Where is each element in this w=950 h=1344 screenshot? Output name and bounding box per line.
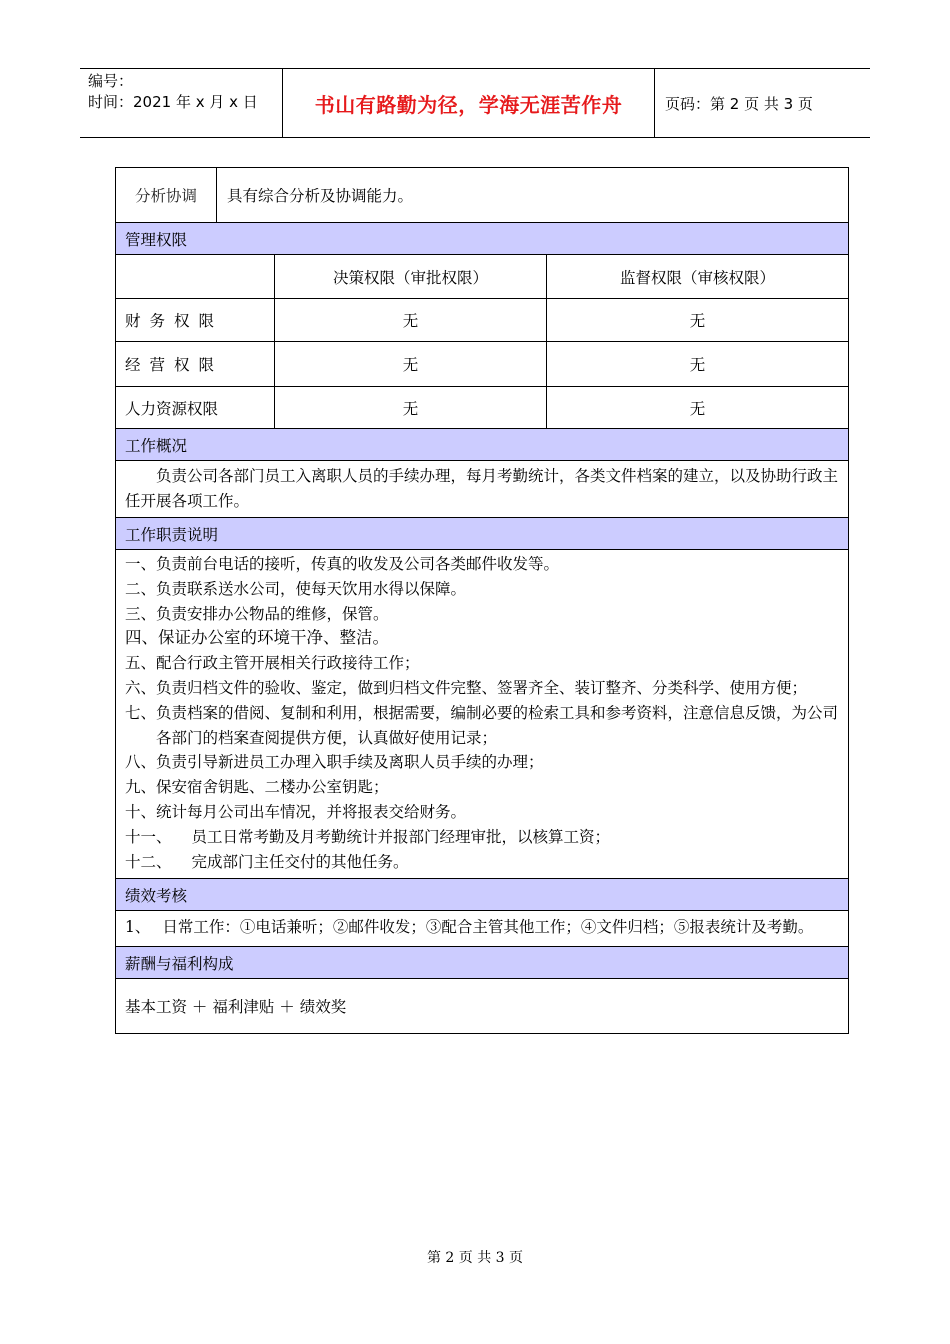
authority-decision-value: 无 [275,342,547,386]
list-item [125,850,839,875]
performance-item [116,910,848,946]
performance-text: 日常工作：①电话兼听；②邮件收发；③配合主管其他工作；④文件归档；⑤报表统计及考勤。 [162,918,814,937]
authority-supervision-value: 无 [689,312,706,330]
authority-col-supervision: 监督权限（审核权限） [619,268,775,287]
duty-number: 十、 [125,802,157,821]
authority-header-row [116,254,848,298]
authority-header-blank [116,255,275,298]
duty-text: 负责前台电话的接听，传真的收发及公司各类邮件收发等。 [156,555,560,573]
duties-list [116,549,848,878]
duty-number: 九、 [125,778,157,797]
duties-section-title: 工作职责说明 [116,517,848,549]
authority-row-hr [116,386,848,428]
salary-section-title: 薪酬与福利构成 [116,946,848,978]
analysis-label: 分析协调 [116,168,217,222]
job-description-table [115,167,849,1034]
list-item [125,577,839,602]
performance-section-title: 绩效考核 [116,878,848,910]
authority-supervision-value: 无 [689,399,706,418]
authority-row-operation [116,341,848,386]
list-item [125,775,839,800]
list-item [125,651,839,676]
duty-text: 保证办公室的环境干净、整洁。 [158,628,389,648]
duty-number: 八、 [125,753,157,772]
authority-col-decision: 决策权限（审批权限） [275,255,547,298]
list-item [125,701,839,751]
list-item [125,825,839,850]
duty-text: 负责档案的借阅、复制和利用，根据需要，编制必要的检索工具和参考资料，注意信息反馈，为公司各部门的档案查阅提供方便，认真做好使用记录； [156,703,839,747]
duty-number: 六、 [125,678,157,697]
analysis-row [116,168,848,222]
list-item [125,800,839,825]
list-item [125,676,839,701]
performance-number: 1、 [125,918,151,937]
authority-row-label: 经营权限 [116,342,275,386]
authority-row-finance [116,298,848,341]
authority-decision-value: 无 [275,299,547,341]
duty-number: 十一、 [125,827,172,846]
duty-number: 四、 [125,628,158,648]
duty-number: 一、 [125,555,157,573]
list-item [125,626,839,651]
salary-text: 基本工资 ＋ 福利津贴 ＋ 绩效奖 [116,978,848,1033]
date-label: 时间：2021 年 x 月 x 日 [88,93,258,111]
authority-row-label: 财务权限 [116,299,275,341]
duty-text: 配合行政主管开展相关行政接待工作； [156,654,420,673]
duty-text: 负责归档文件的验收、鉴定，做到归档文件完整、签署齐全、装订整齐、分类科学、使用方便； [156,678,808,697]
authority-section-title: 管理权限 [116,222,848,254]
authority-supervision-value: 无 [689,356,706,374]
header-page-label: 页码：第 2 页 共 3 页 [665,94,813,113]
list-item [125,552,839,577]
duty-number: 二、 [125,579,157,598]
code-label: 编号： [88,72,134,90]
duty-text: 负责安排办公物品的维修，保管。 [156,604,389,623]
duty-text: 统计每月公司出车情况，并将报表交给财务。 [156,802,467,821]
overview-text: 负责公司各部门员工入离职人员的手续办理，每月考勤统计，各类文件档案的建立，以及协助行政主任开展各项工作。 [116,460,848,517]
duty-text: 保安宿舍钥匙、二楼办公室钥匙； [156,778,389,797]
header-motto: 书山有路勤为径，学海无涯苦作舟 [282,69,655,137]
duty-text: 员工日常考勤及月考勤统计并报部门经理审批，以核算工资； [191,827,611,846]
duty-number: 五、 [125,654,157,673]
analysis-value: 具有综合分析及协调能力。 [227,187,414,205]
list-item [125,750,839,775]
header-meta [80,69,282,137]
list-item [125,602,839,627]
authority-decision-value: 无 [275,387,547,428]
duty-number: 十二、 [125,852,172,871]
duty-text: 完成部门主任交付的其他任务。 [191,852,409,871]
duty-number: 七、 [125,703,157,722]
page-footer: 第 2 页 共 3 页 [426,1250,524,1266]
duty-text: 负责联系送水公司，使每天饮用水得以保障。 [156,579,467,598]
overview-section-title: 工作概况 [116,428,848,460]
authority-row-label: 人力资源权限 [116,387,275,428]
duty-text: 负责引导新进员工办理入职手续及离职人员手续的办理； [156,753,544,772]
document-header [80,68,870,138]
duty-number: 三、 [125,604,157,623]
